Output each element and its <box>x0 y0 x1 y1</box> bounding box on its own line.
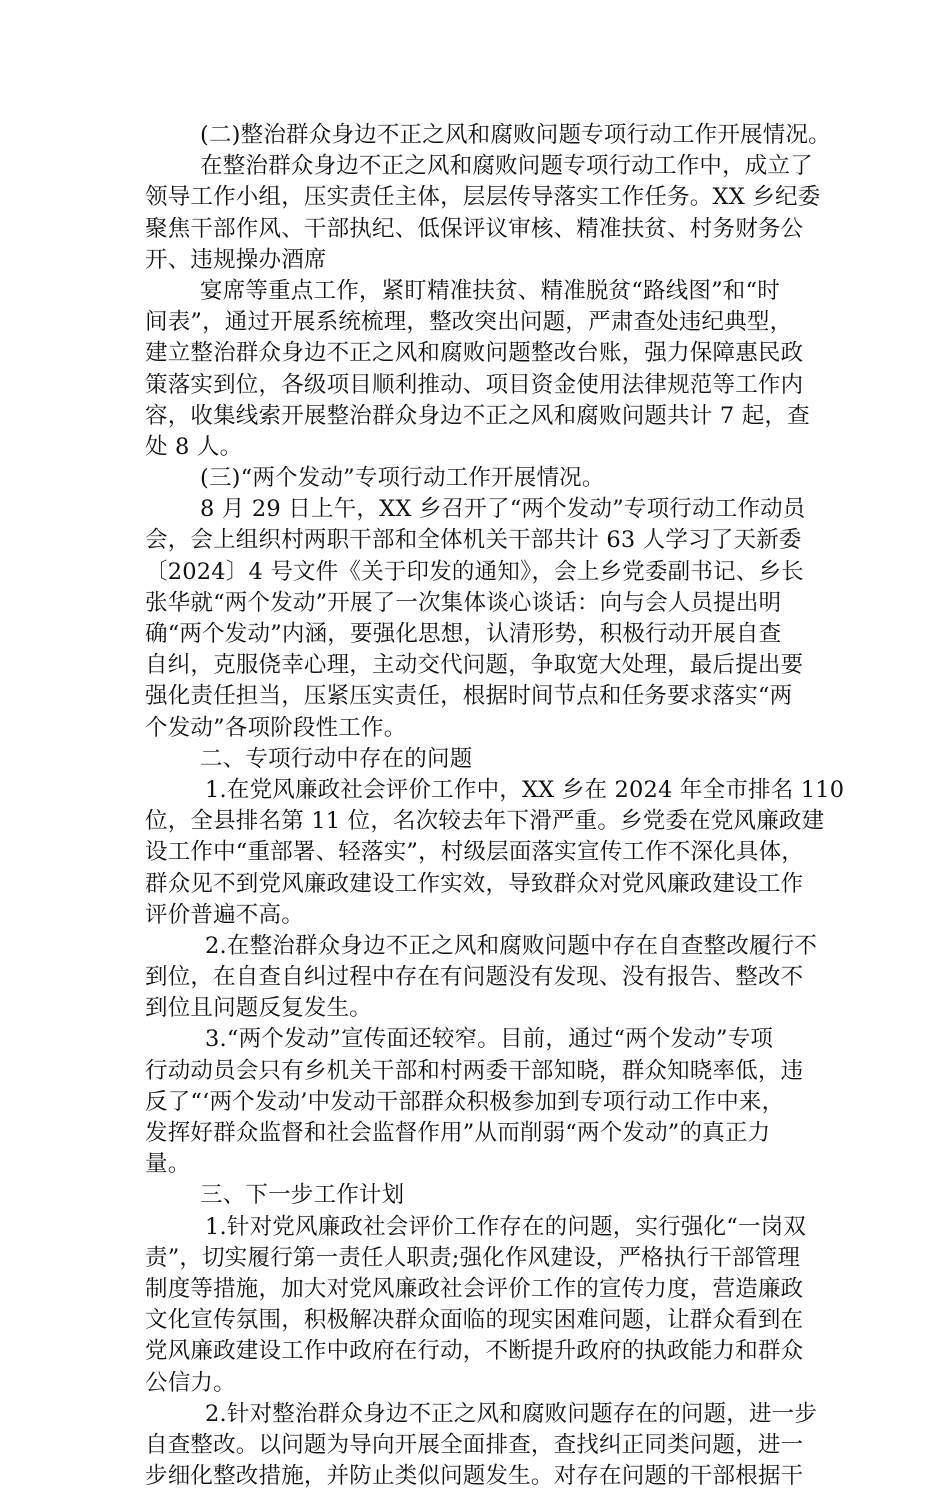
paragraph-line: 策落实到位，各级项目顺利推动、项目资金使用法律规范等工作内 <box>145 371 804 398</box>
paragraph-line: 步细化整改措施，并防止类似问题发生。对存在问题的干部根据干 <box>145 1463 804 1490</box>
paragraph-line: 1.在党风廉政社会评价工作中，XX 乡在 2024 年全市排名 110 <box>205 776 845 803</box>
paragraph-line: 反了“‘两个发动’中发动干部群众积极参加到专项行动工作中来， <box>145 1088 785 1115</box>
paragraph-line: 量。 <box>145 1151 191 1178</box>
paragraph-line: 领导工作小组，压实责任主体，层层传导落实工作任务。XX 乡纪委 <box>145 184 821 211</box>
section-heading-2: (二)整治群众身边不正之风和腐败问题专项行动工作开展情况。 <box>200 122 831 148</box>
paragraph-line: 个发动”各项阶段性工作。 <box>145 714 407 741</box>
paragraph-line: 2.针对整治群众身边不正之风和腐败问题存在的问题，进一步 <box>205 1400 818 1427</box>
section-heading-3: (三)“两个发动”专项行动工作开展情况。 <box>200 465 605 492</box>
paragraph-line: 聚焦干部作风、干部执纪、低保评议审核、精准扶贫、村务财务公 <box>145 215 804 242</box>
document-body <box>145 120 845 1492</box>
paragraph-line: 〔2024〕4 号文件《关于印发的通知》，会上乡党委副书记、乡长 <box>145 558 804 585</box>
paragraph-line: 3.“两个发动”宣传面还较窄。目前，通过“两个发动”专项 <box>205 1026 774 1053</box>
paragraph-line: 自查整改。以问题为导向开展全面排查，查找纠正同类问题，进一 <box>145 1431 804 1458</box>
paragraph-line: 开、违规操办酒席 <box>145 246 327 273</box>
paragraph-line: 设工作中“重部署、轻落实”，村级层面落实宣传工作不深化具体， <box>145 839 805 866</box>
paragraph-line: 容，收集线索开展整治群众身边不正之风和腐败问题共计 7 起，查 <box>145 402 810 429</box>
paragraph-line: 评价普遍不高。 <box>145 901 304 928</box>
paragraph-line: 张华就“两个发动”开展了一次集体谈心谈话：向与会人员提出明 <box>145 589 782 616</box>
paragraph-line: 到位，在自查自纠过程中存在有问题没有发现、没有报告、整改不 <box>145 964 804 991</box>
paragraph-line: 处 8 人。 <box>145 433 243 460</box>
paragraph-line: 群众见不到党风廉政建设工作实效，导致群众对党风廉政建设工作 <box>145 870 804 897</box>
paragraph-line: 自纠，克服侥幸心理，主动交代问题，争取宽大处理，最后提出要 <box>145 652 804 679</box>
paragraph-line: 制度等措施，加大对党风廉政社会评价工作的宣传力度，营造廉政 <box>145 1275 804 1302</box>
paragraph-line: 文化宣传氛围，积极解决群众面临的现实困难问题，让群众看到在 <box>145 1307 804 1334</box>
paragraph-line: 宴席等重点工作，紧盯精准扶贫、精准脱贫“路线图”和“时 <box>200 277 780 304</box>
paragraph-line: 会，会上组织村两职干部和全体机关干部共计 63 人学习了天新委 <box>145 527 802 554</box>
paragraph-line: 建立整治群众身边不正之风和腐败问题整改台账，强力保障惠民政 <box>145 340 804 367</box>
paragraph-line: 责”，切实履行第一责任人职责;强化作风建设，严格执行干部管理 <box>145 1244 801 1271</box>
paragraph-line: 发挥好群众监督和社会监督作用”从而削弱“两个发动”的真正力 <box>145 1120 771 1146</box>
paragraph-line: 到位且问题反复发生。 <box>145 995 373 1022</box>
paragraph-line: 位，全县排名第 11 位，名次较去年下滑严重。乡党委在党风廉政建 <box>145 808 825 835</box>
paragraph-line: 强化责任担当，压紧压实责任，根据时间节点和任务要求落实“两 <box>145 683 793 710</box>
paragraph-line: 在整治群众身边不正之风和腐败问题专项行动工作中，成立了 <box>200 153 813 180</box>
paragraph-line: 确“两个发动”内涵，要强化思想，认清形势，积极行动开展自查 <box>145 621 782 647</box>
paragraph-line: 8 月 29 日上午，XX 乡召开了“两个发动”专项行动工作动员 <box>200 496 806 523</box>
paragraph-line: 公信力。 <box>145 1369 236 1396</box>
paragraph-line: 2.在整治群众身边不正之风和腐败问题中存在自查整改履行不 <box>205 932 818 959</box>
paragraph-line: 间表”，通过开展系统梳理，整改突出问题，严肃查处违纪典型， <box>145 309 793 336</box>
chapter-heading-problems: 二、专项行动中存在的问题 <box>200 745 473 772</box>
paragraph-line: 1.针对党风廉政社会评价工作存在的问题，实行强化“一岗双 <box>205 1213 807 1240</box>
paragraph-line: 行动动员会只有乡机关干部和村两委干部知晓，群众知晓率低，违 <box>145 1057 804 1084</box>
chapter-heading-next-steps: 三、下一步工作计划 <box>200 1182 405 1209</box>
paragraph-line: 党风廉政建设工作中政府在行动，不断提升政府的执政能力和群众 <box>145 1338 804 1365</box>
